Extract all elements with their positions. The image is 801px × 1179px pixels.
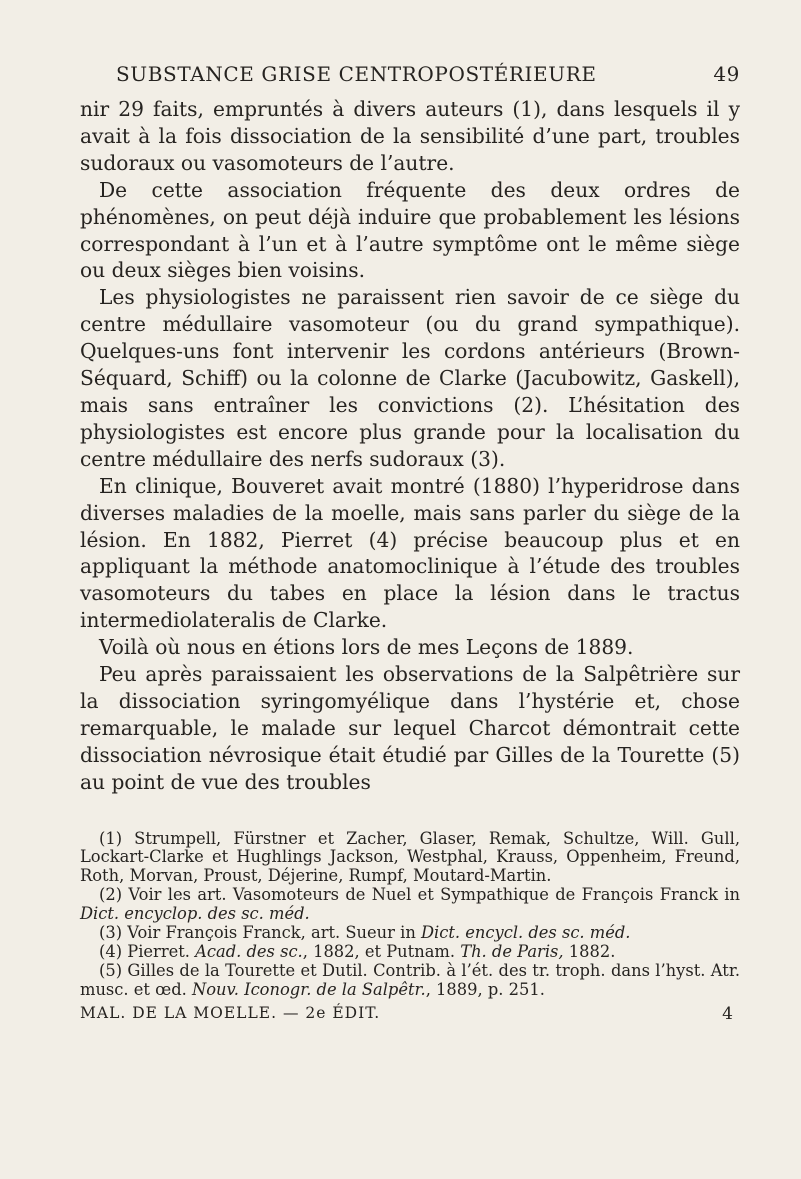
footnote-5 (80, 962, 740, 1000)
footnote-4-text: (4) Pierret. (99, 942, 196, 961)
footnote-4-source: Acad. des sc. (195, 942, 303, 961)
paragraph-2: De cette association fréquente des deux ordres de phénomènes, on peut déjà induire que probablement les lésions correspondant à l’un et à l’autre symptôme ont le même siège ou deux sièges bien voisins. (80, 177, 740, 283)
signature-line (80, 1004, 740, 1026)
footnote-4-source-2: Th. de Paris, (460, 942, 564, 961)
signature-mark: 4 (722, 1003, 734, 1024)
footnote-3-source: Dict. encycl. des sc. méd. (420, 923, 631, 943)
footnote-5-source: Nouv. Iconogr. de la Salpêtr. (191, 979, 426, 999)
paragraph-3: Les physiologistes ne paraissent rien savoir de ce siège du centre médullaire vasomoteur (ou du grand sympathique). Quelques-uns font intervenir les cordons antérieurs (Brown-Séquard, Schiff) ou la colonne de Clarke (Jacubowitz, Gaskell), mais sans entraîner les convictions (2). L’hésitation des physiologistes est encore plus grande pour la localisation du centre médullaire des nerfs sudoraux (3). (80, 285, 740, 471)
footnote-5-text: (5) Gilles de la Tourette et Dutil. Contrib. à l’ét. des tr. troph. dans l’hyst. Atr. musc. et œd. (80, 960, 740, 999)
footnote-2-source: Dict. encyclop. des sc. méd. (80, 904, 310, 924)
signature-text: MAL. DE LA MOELLE. — 2e ÉDIT. (80, 1003, 381, 1022)
footnote-2-text: (2) Voir les art. Vasomoteurs de Nuel et Sympathique de François Franck in (99, 885, 740, 905)
paragraph-5: Voilà où nous en étions lors de mes Leçons de 1889. (99, 635, 634, 660)
footnote-2 (80, 886, 740, 924)
footnote-4 (80, 943, 740, 962)
running-header (80, 62, 740, 96)
page-number: 49 (713, 62, 740, 86)
footnote-1: (1) Strumpell, Fürstner et Zacher, Glaser, Remak, Schultze, Will. Gull, Lockart-Clarke et Hughlings Jackson, Westphal, Krauss, Oppenheim, Freund, Roth, Morvan, Proust, Déjerine, Rumpf, Moutard-Martin. (80, 828, 740, 886)
footnote-5-end: , 1889, p. 251. (425, 979, 545, 999)
paragraph-1: nir 29 faits, empruntés à divers auteurs (1), dans lesquels il y avait à la fois dissociation de la sensibilité d’une part, troubles sudoraux ou vasomoteurs de l’autre. (80, 97, 740, 175)
footnote-3 (80, 924, 740, 943)
paragraph-6: Peu après paraissaient les observations de la Salpêtrière sur la dissociation syringomyélique dans l’hystérie et, chose remarquable, le malade sur lequel Charcot démontrait cette dissociation névrosique était étudié par Gilles de la Tourette (5) au point de vue des troubles (80, 662, 740, 794)
main-text (80, 96, 740, 796)
footnote-4-end: 1882. (563, 942, 616, 961)
running-title: SUBSTANCE GRISE CENTROPOSTÉRIEURE (116, 62, 597, 86)
paragraph-4: En clinique, Bouveret avait montré (1880) l’hyperidrose dans diverses maladies de la moelle, mais sans parler du siège de la lésion. En 1882, Pierret (4) précise beaucoup plus et en appliquant la méthode anatomoclinique à l’étude des troubles vasomoteurs du tabes en place la lésion dans le tractus intermediolateralis de Clarke. (80, 473, 740, 633)
footnote-3-text: (3) Voir François Franck, art. Sueur in (99, 923, 421, 943)
footnotes (80, 830, 740, 1000)
footnote-4-mid: , 1882, et Putnam. (302, 942, 461, 961)
page (80, 62, 740, 1026)
